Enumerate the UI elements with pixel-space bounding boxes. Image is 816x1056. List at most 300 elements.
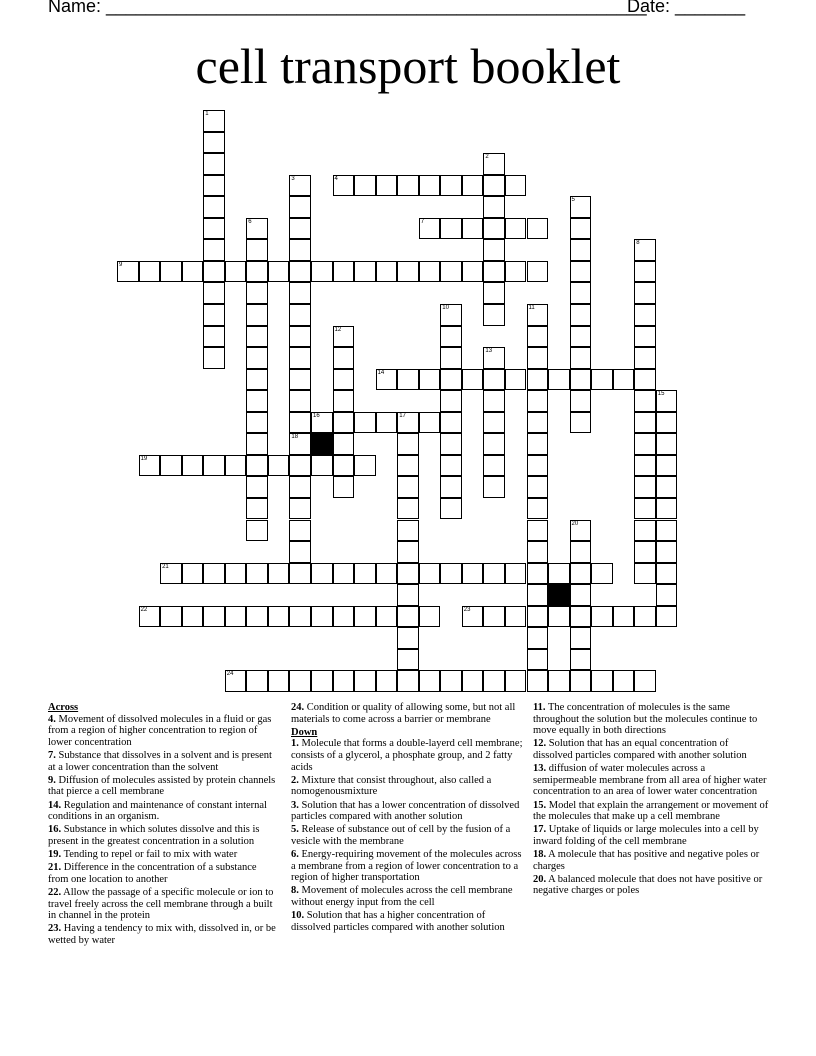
grid-cell[interactable] <box>397 606 419 628</box>
grid-cell[interactable] <box>397 649 419 671</box>
grid-cell[interactable] <box>656 455 678 477</box>
grid-cell[interactable] <box>246 433 268 455</box>
grid-cell[interactable] <box>634 520 656 542</box>
grid-cell[interactable] <box>203 196 225 218</box>
grid-cell[interactable] <box>268 563 290 585</box>
grid-cell[interactable] <box>570 412 592 434</box>
grid-cell[interactable] <box>354 412 376 434</box>
grid-cell[interactable] <box>634 239 656 261</box>
grid-cell[interactable] <box>376 412 398 434</box>
grid-cell[interactable] <box>570 326 592 348</box>
grid-cell[interactable] <box>397 476 419 498</box>
clue-across-23: 23. Having a tendency to mix with, dissolved in, or be wetted by water <box>48 923 276 947</box>
grid-cell[interactable] <box>419 412 441 434</box>
grid-cell[interactable] <box>419 175 441 197</box>
grid-cell[interactable] <box>440 369 462 391</box>
grid-cell[interactable] <box>634 476 656 498</box>
grid-cell[interactable] <box>570 261 592 283</box>
grid-cell[interactable] <box>634 541 656 563</box>
grid-cell[interactable] <box>570 584 592 606</box>
clue-down-3: 3. Solution that has a lower concentration of dissolved particles compared with another solution <box>291 799 520 823</box>
grid-cell[interactable] <box>634 412 656 434</box>
grid-cell[interactable] <box>570 606 592 628</box>
grid-cell[interactable] <box>591 369 613 391</box>
clue-across-16: 16. Substance in which solutes dissolve and this is present in the greatest concentration in a solution <box>48 824 260 847</box>
grid-cell[interactable] <box>397 412 419 434</box>
grid-cell[interactable] <box>527 520 549 542</box>
grid-cell[interactable] <box>203 175 225 197</box>
grid-cell[interactable] <box>139 261 161 283</box>
grid-cell[interactable] <box>117 261 139 283</box>
grid-cell[interactable] <box>527 347 549 369</box>
grid-cell[interactable] <box>289 670 311 692</box>
grid-cell[interactable] <box>246 498 268 520</box>
grid-cell[interactable] <box>527 369 549 391</box>
grid-cell[interactable] <box>570 649 592 671</box>
grid-cell[interactable] <box>160 261 182 283</box>
clue-number: 3 <box>291 175 295 182</box>
grid-cell[interactable] <box>634 670 656 692</box>
grid-cell[interactable] <box>527 476 549 498</box>
clue-number: 22 <box>140 606 148 613</box>
grid-cell[interactable] <box>354 455 376 477</box>
grid-cell[interactable] <box>505 369 527 391</box>
grid-cell[interactable] <box>246 218 268 240</box>
grid-cell[interactable] <box>527 563 549 585</box>
grid-cell[interactable] <box>397 584 419 606</box>
grid-cell[interactable] <box>182 261 204 283</box>
clue-number: 8 <box>636 240 640 247</box>
grid-cell[interactable] <box>656 433 678 455</box>
clue-down-2: 2. Mixture that consist throughout, also called a nomogenousmixture <box>291 774 492 798</box>
grid-cell[interactable] <box>440 498 462 520</box>
grid-cell[interactable] <box>289 563 311 585</box>
grid-cell[interactable] <box>634 304 656 326</box>
grid-cell[interactable] <box>483 476 505 498</box>
grid-cell[interactable] <box>656 584 678 606</box>
grid-cell[interactable] <box>656 541 678 563</box>
grid-cell[interactable] <box>289 369 311 391</box>
grid-cell[interactable] <box>289 175 311 197</box>
grid-cell[interactable] <box>570 196 592 218</box>
grid-cell[interactable] <box>527 412 549 434</box>
grid-cell[interactable] <box>160 606 182 628</box>
clue-down-5: 5. Release of substance out of cell by the fusion of a vesicle with the membrane <box>291 824 511 847</box>
grid-cell[interactable] <box>203 153 225 175</box>
grid-cell[interactable] <box>634 606 656 628</box>
grid-cell[interactable] <box>376 369 398 391</box>
grid-cell[interactable] <box>289 218 311 240</box>
clue-number: 2 <box>485 154 489 161</box>
grid-cell[interactable] <box>462 369 484 391</box>
grid-cell[interactable] <box>419 218 441 240</box>
grid-cell[interactable] <box>225 261 247 283</box>
grid-cell[interactable] <box>289 606 311 628</box>
down-heading: Down <box>291 726 318 738</box>
grid-cell[interactable] <box>311 412 333 434</box>
grid-cell[interactable] <box>419 670 441 692</box>
grid-cell[interactable] <box>440 218 462 240</box>
grid-cell[interactable] <box>591 670 613 692</box>
grid-cell[interactable] <box>570 670 592 692</box>
grid-cell[interactable] <box>397 541 419 563</box>
grid-cell[interactable] <box>527 261 549 283</box>
date-field[interactable]: Date: _______ <box>627 0 746 16</box>
grid-cell[interactable] <box>483 347 505 369</box>
grid-cell[interactable] <box>505 606 527 628</box>
grid-cell[interactable] <box>483 606 505 628</box>
grid-cell[interactable] <box>440 326 462 348</box>
grid-cell[interactable] <box>354 175 376 197</box>
grid-cell[interactable] <box>548 670 570 692</box>
grid-cell[interactable] <box>548 563 570 585</box>
grid-cell[interactable] <box>634 563 656 585</box>
grid-cell[interactable] <box>246 390 268 412</box>
grid-cell[interactable] <box>440 304 462 326</box>
grid-cell[interactable] <box>289 239 311 261</box>
grid-cell[interactable] <box>591 606 613 628</box>
grid-cell[interactable] <box>483 261 505 283</box>
grid-cell[interactable] <box>311 563 333 585</box>
grid-cell[interactable] <box>483 390 505 412</box>
grid-cell[interactable] <box>333 175 355 197</box>
grid-cell[interactable] <box>311 455 333 477</box>
grid-cell[interactable] <box>311 670 333 692</box>
clue-number: 15 <box>657 391 665 398</box>
grid-cell[interactable] <box>246 606 268 628</box>
grid-cell-blocked <box>548 584 570 606</box>
grid-cell[interactable] <box>483 455 505 477</box>
grid-cell[interactable] <box>203 304 225 326</box>
grid-cell[interactable] <box>462 218 484 240</box>
clue-down-20: 20. A balanced molecule that does not have positive or negative charges or poles <box>533 873 763 897</box>
clues-column-3 <box>533 702 769 899</box>
grid-cell[interactable] <box>289 412 311 434</box>
grid-cell[interactable] <box>397 520 419 542</box>
grid-cell[interactable] <box>656 520 678 542</box>
clue-number: 17 <box>399 412 406 419</box>
grid-cell[interactable] <box>333 606 355 628</box>
clue-number: 18 <box>291 434 299 441</box>
grid-cell[interactable] <box>462 670 484 692</box>
grid-cell-blocked <box>311 433 333 455</box>
grid-cell[interactable] <box>333 261 355 283</box>
grid-cell[interactable] <box>440 433 462 455</box>
grid-cell[interactable] <box>634 455 656 477</box>
grid-cell[interactable] <box>289 304 311 326</box>
grid-cell[interactable] <box>527 606 549 628</box>
grid-cell[interactable] <box>613 369 635 391</box>
grid-cell[interactable] <box>203 563 225 585</box>
grid-cell[interactable] <box>483 304 505 326</box>
grid-cell[interactable] <box>246 347 268 369</box>
grid-cell[interactable] <box>246 261 268 283</box>
grid-cell[interactable] <box>483 563 505 585</box>
grid-cell[interactable] <box>203 455 225 477</box>
grid-cell[interactable] <box>548 606 570 628</box>
clue-down-11: 11. The concentration of molecules is the same throughout the solution but the molecules continue to move equally in both directions <box>533 702 758 737</box>
grid-cell[interactable] <box>570 282 592 304</box>
grid-cell[interactable] <box>570 563 592 585</box>
grid-cell[interactable] <box>505 175 527 197</box>
clue-across-14: 14. Regulation and maintenance of constant internal conditions in an organism. <box>48 799 267 823</box>
grid-cell[interactable] <box>634 433 656 455</box>
grid-cell[interactable] <box>483 218 505 240</box>
clue-number: 24 <box>226 671 234 678</box>
grid-cell[interactable] <box>333 563 355 585</box>
grid-cell[interactable] <box>246 369 268 391</box>
grid-cell[interactable] <box>354 670 376 692</box>
grid-cell[interactable] <box>203 218 225 240</box>
grid-cell[interactable] <box>505 563 527 585</box>
grid-cell[interactable] <box>419 563 441 585</box>
grid-cell[interactable] <box>440 455 462 477</box>
grid-cell[interactable] <box>634 498 656 520</box>
clue-number: 23 <box>463 606 471 613</box>
grid-cell[interactable] <box>376 175 398 197</box>
grid-cell[interactable] <box>462 261 484 283</box>
grid-cell[interactable] <box>160 563 182 585</box>
clue-number: 12 <box>334 326 342 333</box>
grid-cell[interactable] <box>289 455 311 477</box>
grid-cell[interactable] <box>527 649 549 671</box>
grid-cell[interactable] <box>246 455 268 477</box>
grid-cell[interactable] <box>656 476 678 498</box>
grid-cell[interactable] <box>311 261 333 283</box>
grid-cell[interactable] <box>289 347 311 369</box>
grid-cell[interactable] <box>483 239 505 261</box>
clue-down-10: 10. Solution that has a higher concentration of dissolved particles compared with another solution <box>291 910 505 933</box>
clue-number: 9 <box>119 261 123 268</box>
grid-cell[interactable] <box>225 670 247 692</box>
clue-across-9: 9. Diffusion of molecules assisted by protein channels that pierce a cell membrane <box>48 774 276 798</box>
grid-cell[interactable] <box>483 282 505 304</box>
grid-cell[interactable] <box>289 282 311 304</box>
grid-cell[interactable] <box>311 606 333 628</box>
grid-cell[interactable] <box>246 326 268 348</box>
grid-cell[interactable] <box>527 627 549 649</box>
grid-cell[interactable] <box>548 369 570 391</box>
grid-cell[interactable] <box>570 541 592 563</box>
grid-cell[interactable] <box>333 670 355 692</box>
grid-cell[interactable] <box>419 261 441 283</box>
grid-cell[interactable] <box>203 282 225 304</box>
grid-cell[interactable] <box>354 563 376 585</box>
grid-cell[interactable] <box>354 261 376 283</box>
grid-cell[interactable] <box>225 606 247 628</box>
grid-cell[interactable] <box>289 326 311 348</box>
grid-cell[interactable] <box>634 261 656 283</box>
grid-cell[interactable] <box>570 390 592 412</box>
grid-cell[interactable] <box>376 670 398 692</box>
grid-cell[interactable] <box>397 261 419 283</box>
grid-cell[interactable] <box>333 433 355 455</box>
grid-cell[interactable] <box>203 326 225 348</box>
clue-across-21: 21. Difference in the concentration of a substance from one location to another <box>48 862 257 885</box>
grid-cell[interactable] <box>440 563 462 585</box>
grid-cell[interactable] <box>462 175 484 197</box>
grid-cell[interactable] <box>354 606 376 628</box>
grid-cell[interactable] <box>289 261 311 283</box>
grid-cell[interactable] <box>419 606 441 628</box>
grid-cell[interactable] <box>333 369 355 391</box>
grid-cell[interactable] <box>397 627 419 649</box>
grid-cell[interactable] <box>570 347 592 369</box>
grid-cell[interactable] <box>527 390 549 412</box>
grid-cell[interactable] <box>570 520 592 542</box>
grid-cell[interactable] <box>333 326 355 348</box>
grid-cell[interactable] <box>440 476 462 498</box>
grid-cell[interactable] <box>246 239 268 261</box>
grid-cell[interactable] <box>656 412 678 434</box>
grid-cell[interactable] <box>483 412 505 434</box>
grid-cell[interactable] <box>376 261 398 283</box>
grid-cell[interactable] <box>527 584 549 606</box>
grid-cell[interactable] <box>333 347 355 369</box>
clue-down-8: 8. Movement of molecules across the cell membrane without energy input from the cell <box>291 885 513 909</box>
clue-number: 11 <box>528 305 535 311</box>
grid-cell[interactable] <box>376 563 398 585</box>
grid-cell[interactable] <box>527 541 549 563</box>
clue-down-18: 18. A molecule that has positive and negative poles or charges <box>533 849 760 872</box>
grid-cell[interactable] <box>634 347 656 369</box>
grid-cell[interactable] <box>462 563 484 585</box>
grid-cell[interactable] <box>483 670 505 692</box>
grid-cell[interactable] <box>268 670 290 692</box>
grid-cell[interactable] <box>634 369 656 391</box>
grid-cell[interactable] <box>634 390 656 412</box>
grid-cell[interactable] <box>268 606 290 628</box>
grid-cell[interactable] <box>591 563 613 585</box>
grid-cell[interactable] <box>440 412 462 434</box>
grid-cell[interactable] <box>397 455 419 477</box>
grid-cell[interactable] <box>656 498 678 520</box>
grid-cell[interactable] <box>440 670 462 692</box>
grid-cell[interactable] <box>333 412 355 434</box>
grid-cell[interactable] <box>397 175 419 197</box>
clue-across-4: 4. Movement of dissolved molecules in a fluid or gas from a region of higher concentration to region of lower concentration <box>48 713 272 748</box>
grid-cell[interactable] <box>289 541 311 563</box>
grid-cell[interactable] <box>268 455 290 477</box>
grid-cell[interactable] <box>570 369 592 391</box>
grid-cell[interactable] <box>289 196 311 218</box>
grid-cell[interactable] <box>419 369 441 391</box>
grid-cell[interactable] <box>570 627 592 649</box>
clue-number: 10 <box>442 305 449 311</box>
grid-cell[interactable] <box>613 670 635 692</box>
grid-cell[interactable] <box>246 520 268 542</box>
grid-cell[interactable] <box>139 455 161 477</box>
grid-cell[interactable] <box>397 498 419 520</box>
grid-cell[interactable] <box>483 175 505 197</box>
grid-cell[interactable] <box>440 175 462 197</box>
grid-cell[interactable] <box>203 110 225 132</box>
grid-cell[interactable] <box>246 282 268 304</box>
grid-cell[interactable] <box>289 390 311 412</box>
grid-cell[interactable] <box>527 433 549 455</box>
grid-cell[interactable] <box>483 153 505 175</box>
grid-cell[interactable] <box>333 476 355 498</box>
grid-cell[interactable] <box>333 455 355 477</box>
clue-across-7: 7. Substance that dissolves in a solvent and is present at a lower concentration than the solvent <box>48 749 272 773</box>
grid-cell[interactable] <box>397 563 419 585</box>
grid-cell[interactable] <box>289 498 311 520</box>
grid-cell[interactable] <box>527 670 549 692</box>
grid-cell[interactable] <box>397 433 419 455</box>
grid-cell[interactable] <box>203 132 225 154</box>
grid-cell[interactable] <box>182 455 204 477</box>
grid-cell[interactable] <box>268 261 290 283</box>
grid-cell[interactable] <box>182 606 204 628</box>
grid-cell[interactable] <box>527 326 549 348</box>
grid-cell[interactable] <box>462 606 484 628</box>
grid-cell[interactable] <box>505 670 527 692</box>
clue-number: 1 <box>205 111 209 117</box>
grid-cell[interactable] <box>160 455 182 477</box>
grid-cell[interactable] <box>527 304 549 326</box>
grid-cell[interactable] <box>527 455 549 477</box>
clue-number: 5 <box>571 197 575 204</box>
clue-down-13: 13. diffusion of water molecules across a semipermeable membrane from all area of higher water concentration to an area of lower water concentration <box>533 763 767 798</box>
grid-cell[interactable] <box>483 433 505 455</box>
grid-cell[interactable] <box>203 347 225 369</box>
grid-cell[interactable] <box>203 239 225 261</box>
grid-cell[interactable] <box>656 390 678 412</box>
grid-cell[interactable] <box>656 563 678 585</box>
grid-cell[interactable] <box>203 606 225 628</box>
name-field[interactable]: Name: ______________________________________________________ <box>48 0 647 16</box>
grid-cell[interactable] <box>246 670 268 692</box>
grid-cell[interactable] <box>333 390 355 412</box>
grid-cell[interactable] <box>246 476 268 498</box>
grid-cell[interactable] <box>570 304 592 326</box>
grid-cell[interactable] <box>634 282 656 304</box>
grid-cell[interactable] <box>397 670 419 692</box>
grid-cell[interactable] <box>376 606 398 628</box>
grid-cell[interactable] <box>246 563 268 585</box>
grid-cell[interactable] <box>483 369 505 391</box>
grid-cell[interactable] <box>246 304 268 326</box>
grid-cell[interactable] <box>289 476 311 498</box>
grid-cell[interactable] <box>505 261 527 283</box>
grid-cell[interactable] <box>246 412 268 434</box>
grid-cell[interactable] <box>289 520 311 542</box>
grid-cell[interactable] <box>527 218 549 240</box>
grid-cell[interactable] <box>397 369 419 391</box>
grid-cell[interactable] <box>225 563 247 585</box>
grid-cell[interactable] <box>440 390 462 412</box>
grid-cell[interactable] <box>505 218 527 240</box>
grid-cell[interactable] <box>225 455 247 477</box>
grid-cell[interactable] <box>527 498 549 520</box>
grid-cell[interactable] <box>483 196 505 218</box>
grid-cell[interactable] <box>570 239 592 261</box>
clue-number: 6 <box>248 218 252 225</box>
grid-cell[interactable] <box>182 563 204 585</box>
grid-cell[interactable] <box>440 261 462 283</box>
grid-cell[interactable] <box>440 347 462 369</box>
grid-cell[interactable] <box>139 606 161 628</box>
clue-number: 21 <box>162 563 169 570</box>
grid-cell[interactable] <box>613 606 635 628</box>
grid-cell[interactable] <box>289 433 311 455</box>
grid-cell[interactable] <box>656 606 678 628</box>
grid-cell[interactable] <box>634 326 656 348</box>
clue-across-22: 22. Allow the passage of a specific molecule or ion to travel freely across the cell membrane through a built in channel in the protein <box>48 887 274 922</box>
clue-down-1: 1. Molecule that forms a double-layerd cell membrane; consists of a glycerol, a phosphate group, and 2 fatty acids <box>291 738 523 773</box>
grid-cell[interactable] <box>570 218 592 240</box>
grid-cell[interactable] <box>203 261 225 283</box>
